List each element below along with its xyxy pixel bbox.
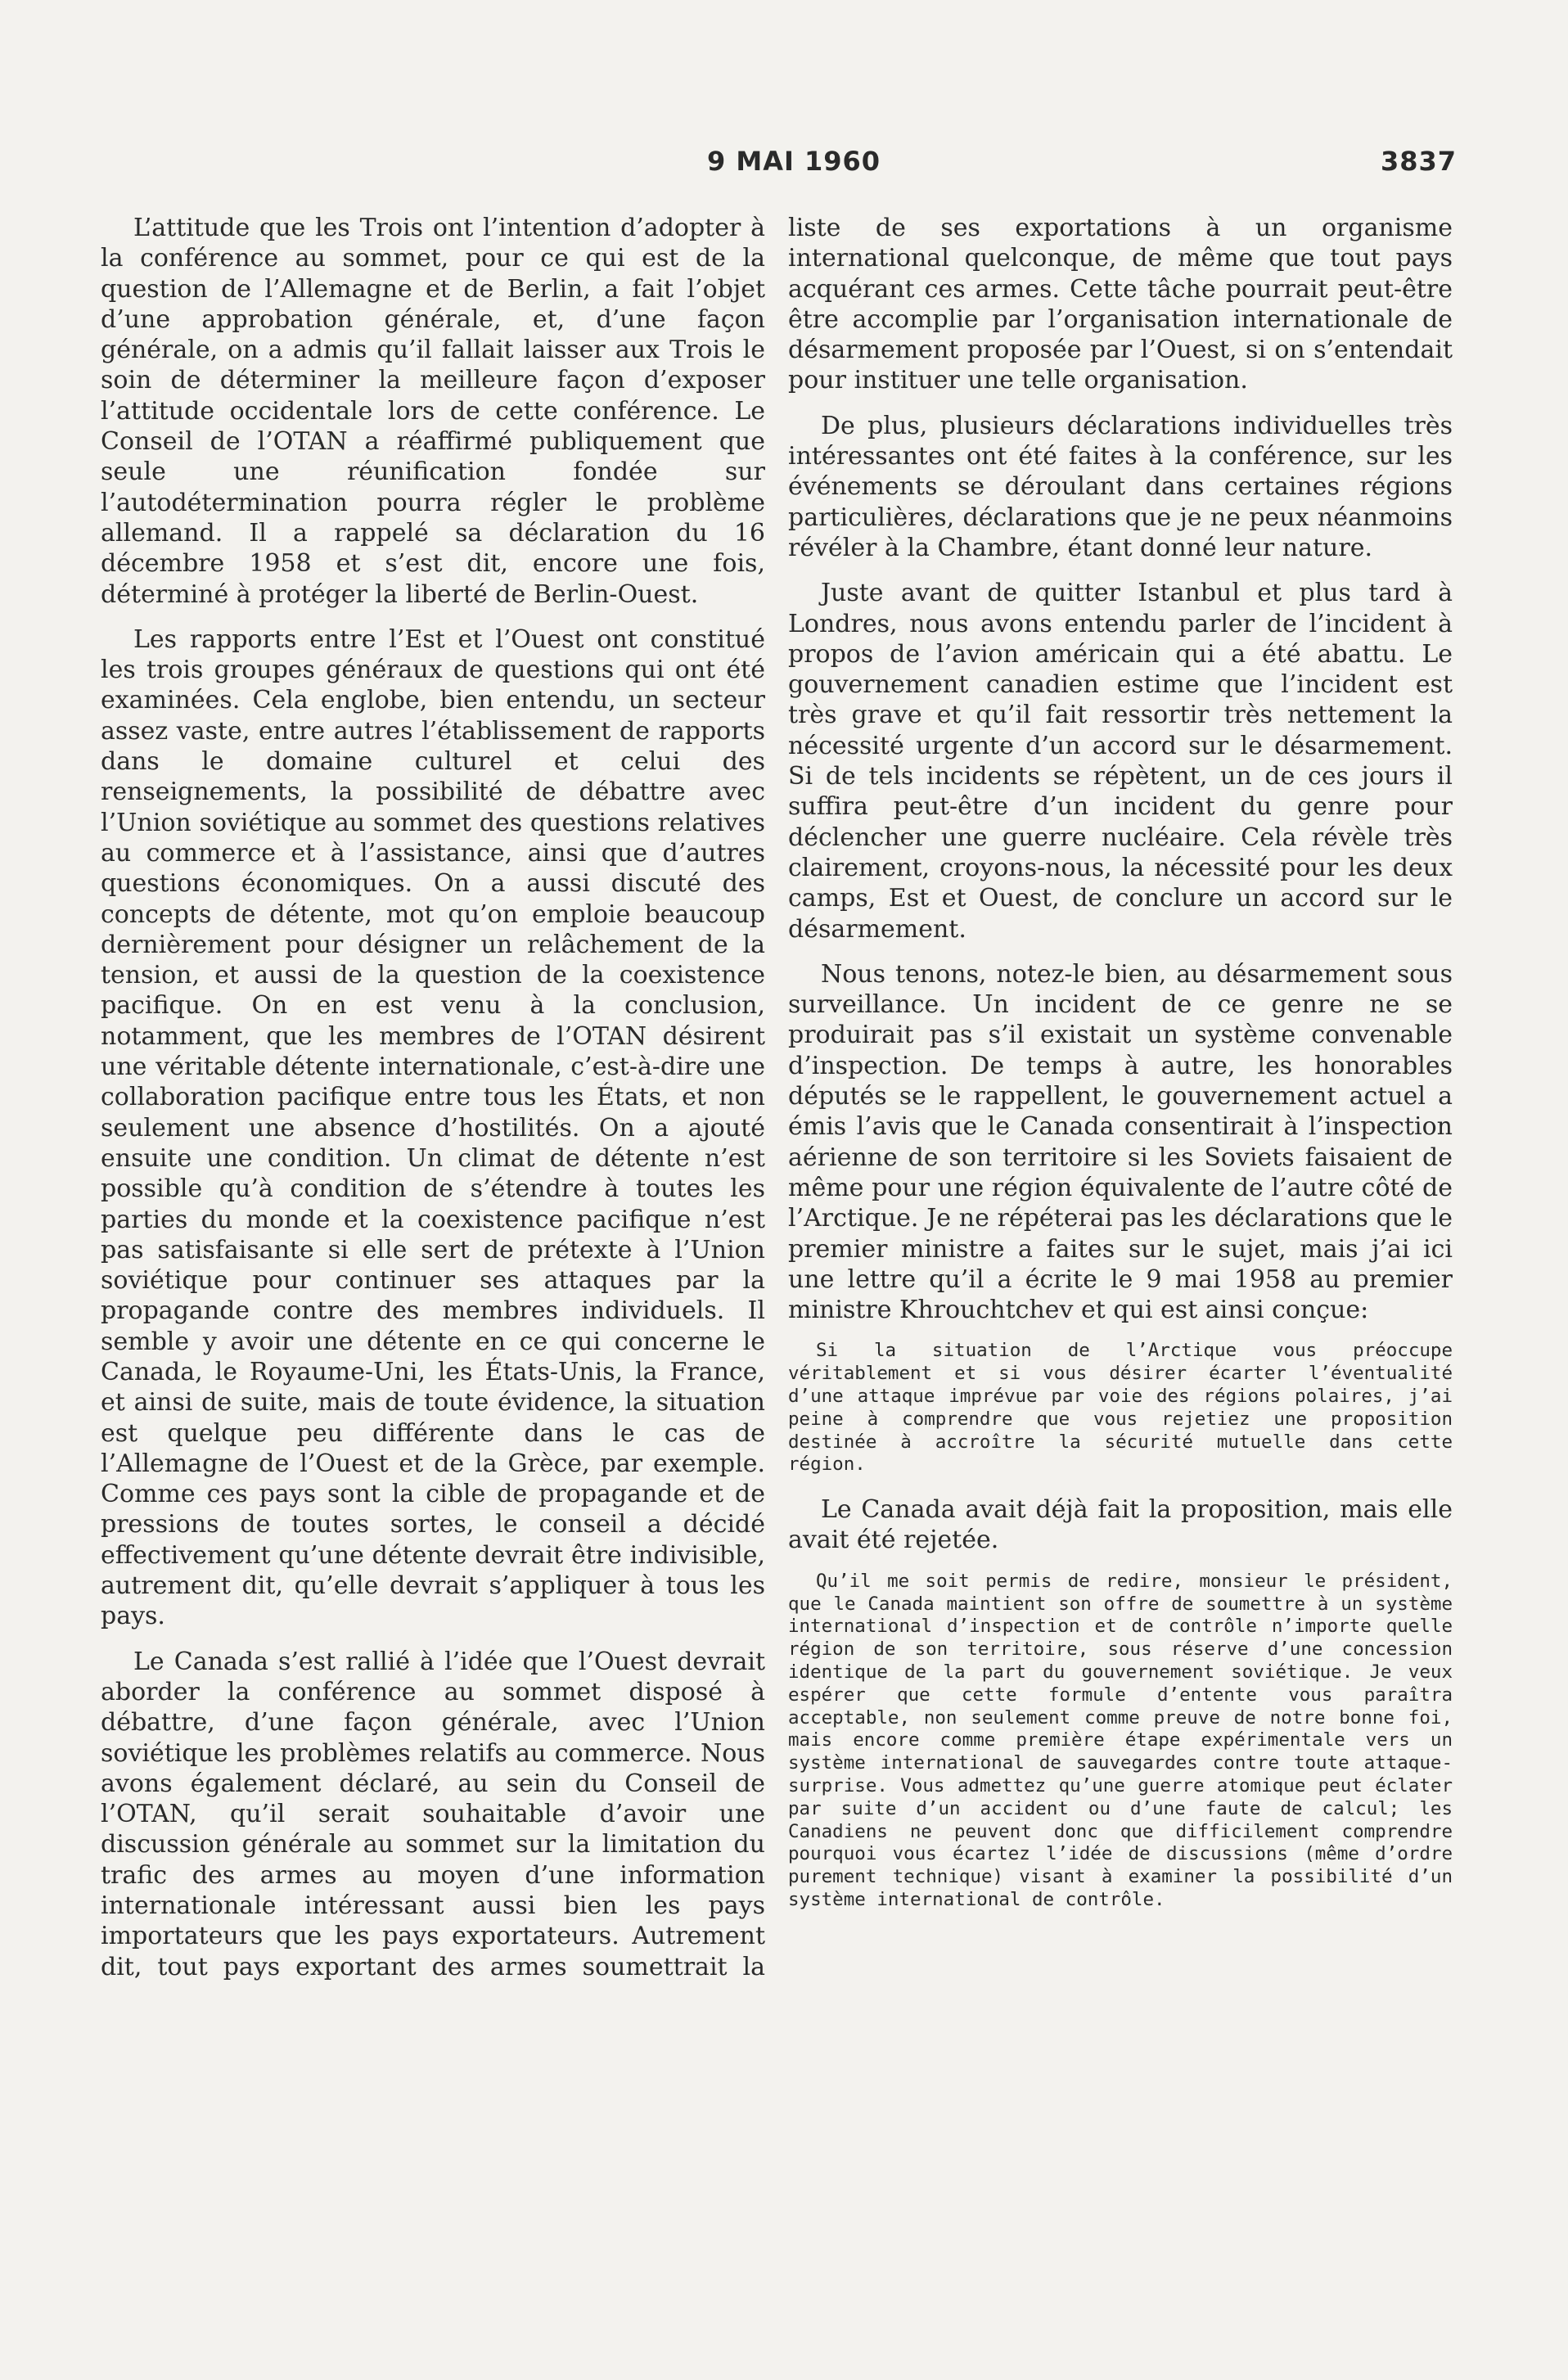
left-column: [101, 213, 765, 1997]
page-header: [131, 146, 1457, 195]
paragraph: Les rapports entre l’Est et l’Ouest ont constitué les trois groupes généraux de questions qui ont été examinées. Cela englobe, bien entendu, un secteur assez vaste, entre autres l’établissement de rapports dans le domaine culturel et celui des renseignements, la possibilité de débattre avec l’Union soviétique au sommet des questions relatives au commerce et à l’assistance, ainsi que d’autres questions économiques. On a aussi discuté des concepts de détente, mot qu’on emploie beaucoup dernièrement pour désigner un relâchement de la tension, et aussi de la question de la coexistence pacifique. On en est venu à la conclusion, notamment, que les membres de l’OTAN désirent une véritable détente internationale, c’est-à-dire une collaboration pacifique entre tous les États, et non seulement une absence d’hostilités. On a ajouté ensuite une condition. Un climat de détente n’est possible qu’à condition de s’étendre à toutes les parties du monde et la coexistence pacifique n’est pas satisfaisante si elle sert de prétexte à l’Union soviétique pour continuer ses attaques par la propagande contre des membres individuels. Il semble y avoir une détente en ce qui concerne le Canada, le Royaume-Uni, les États-Unis, la France, et ainsi de suite, mais de toute évidence, la situation est quelque peu différente dans le cas de l’Allemagne de l’Ouest et de la Grèce, par exemple. Comme ces pays sont la cible de propagande et de pressions de toutes sortes, le conseil a décidé effectivement qu’une détente devrait être indivisible, autrement dit, qu’elle devrait s’appliquer à tous les pays.: [101, 624, 765, 1631]
paragraph: Juste avant de quitter Istanbul et plus tard à Londres, nous avons entendu parler de l’incident à propos de l’avion américain qui a été abattu. Le gouvernement canadien estime que l’incident est très grave et qu’il fait ressortir très nettement la nécessité urgente d’un accord sur le désarmement. Si de tels incidents se répètent, un de ces jours il suffira peut-être d’un incident du genre pour déclencher une guerre nucléaire. Cela révèle très clairement, croyons-nous, la nécessité pour les deux camps, Est et Ouest, de conclure un accord sur le désarmement.: [788, 579, 1453, 944]
paragraph: L’attitude que les Trois ont l’intention d’adopter à la conférence au sommet, pour ce qui est de la question de l’Allemagne et de Berlin, a fait l’objet d’une approbation générale, et, d’une façon générale, on a admis qu’il fallait laisser aux Trois le soin de déterminer la meilleure façon d’exposer l’attitude occidentale lors de cette conférence. Le Conseil de l’OTAN a réaffirmé publiquement que seule une réunification fondée sur l’autodétermination pourra régler le problème allemand. Il a rappelé sa déclaration du 16 décembre 1958 et s’est dit, encore une fois, déterminé à protéger la liberté de Berlin-Ouest.: [101, 214, 765, 609]
paragraph: Le Canada avait déjà fait la proposition, mais elle avait été rejetée.: [788, 1495, 1453, 1555]
paragraph: De plus, plusieurs déclarations individuelles très intéressantes ont été faites à la conférence, sur les événements se déroulant dans certaines régions particulières, déclarations que je ne peux néanmoins révéler à la Chambre, étant donné leur nature.: [788, 411, 1453, 562]
block-quote: Qu’il me soit permis de redire, monsieur le président, que le Canada maintient son offre de soumettre à un système international d’inspection et de contrôle n’importe quelle région de son territoire, sous réserve d’une concession identique de la part du gouvernement soviétique. Je veux espérer que cette formule d’entente vous paraîtra acceptable, non seulement comme preuve de notre bonne foi, mais encore comme première étape expérimentale vers un système international de sauvegardes contre toute attaque-surprise. Vous admettez qu’une guerre atomique peut éclater par suite d’un accident ou d’une faute de calcul; les Canadiens ne peuvent donc que difficilement comprendre pourquoi vous écartez l’idée de discussions (même d’ordre purement technique) visant à examiner la possibilité d’un système international de contrôle.: [788, 1570, 1453, 1910]
block-quote: Si la situation de l’Arctique vous préoccupe véritablement et si vous désirer écarter l’éventualité d’une attaque imprévue par voie des régions polaires, j’ai peine à comprendre que vous rejetiez une proposition destinée à accroître la sécurité mutuelle dans cette région.: [788, 1340, 1453, 1476]
header-date: 9 MAI 1960: [706, 146, 881, 177]
page-number: 3837: [1380, 146, 1457, 177]
paragraph: Nous tenons, notez-le bien, au désarmement sous surveillance. Un incident de ce genre ne se produirait pas s’il existait un système convenable d’inspection. De temps à autre, les honorables députés se le rappellent, le gouvernement actuel a émis l’avis que le Canada consentirait à l’inspection aérienne de son territoire si les Soviets faisaient de même pour une région équivalente de l’autre côté de l’Arctique. Je ne répéterai pas les déclarations que le premier ministre a faites sur le sujet, mais j’ai ici une lettre qu’il a écrite le 9 mai 1958 au premier ministre Khrouchtchev et qui est ainsi conçue:: [788, 959, 1453, 1325]
right-column: [788, 213, 1453, 1930]
paragraph: liste de ses exportations à un organisme international quelconque, de même que tout pays acquérant ces armes. Cette tâche pourrait peut-être être accomplie par l’organisation internationale de désarmement proposée par l’Ouest, si on s’entendait pour instituer une telle organisation.: [788, 214, 1453, 395]
paragraph: Le Canada s’est rallié à l’idée que l’Ouest devrait aborder la conférence au sommet disposé à débattre, d’une façon générale, avec l’Union soviétique les problèmes relatifs au commerce. Nous avons également déclaré, au sein du Conseil de l’OTAN, qu’il serait souhaitable d’avoir une discussion générale au sommet sur la limitation du trafic des armes au moyen d’une information internationale intéressant aussi bien les pays importateurs que les pays exportateurs. Autrement dit, tout pays exportant des armes soumettrait la: [101, 1647, 765, 1981]
